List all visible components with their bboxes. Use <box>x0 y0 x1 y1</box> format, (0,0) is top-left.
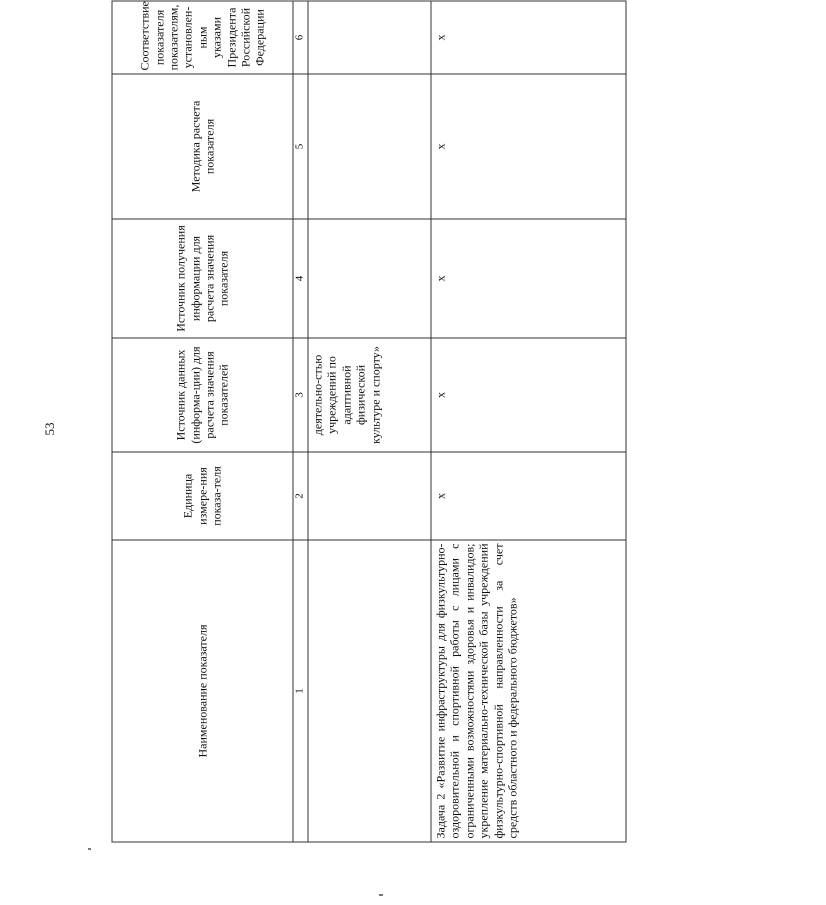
table-cell <box>308 74 431 219</box>
column-number-row <box>293 1 308 842</box>
task-info-source: x <box>431 219 626 338</box>
table-viewport <box>69 1 826 839</box>
header-method: Методика расчета показателя <box>112 74 293 219</box>
column-number: 2 <box>293 452 308 540</box>
task-name: Задача 2 «Развитие инфраструктуры для физкультурно-оздоровительной и спортивной работы с лицами с ограниченными возможностями здоровья и инвалидов; укрепление материально-технической базы учреждений физкультурно-спортивной направленности за счет средств областного и федерального бюджетов» <box>431 540 626 842</box>
header-correspondence: Соответствие показателя показателям, установлен-ным указами Президента Российской Федерации <box>112 1 293 74</box>
task-data-source: x <box>431 338 626 452</box>
table-cell <box>308 452 431 540</box>
table-header-row <box>112 1 293 842</box>
header-indicator-name: Наименование показателя <box>112 540 293 842</box>
column-number: 4 <box>293 219 308 338</box>
task-correspondence: x <box>431 1 626 74</box>
header-unit: Единица измере-ния показа-теля <box>112 452 293 540</box>
scan-speck <box>379 894 383 896</box>
continuation-row <box>308 1 431 842</box>
scan-speck <box>88 848 91 850</box>
column-number: 1 <box>293 540 308 842</box>
task-method: x <box>431 74 626 219</box>
continuation-text: деятельно-стью учреждений по адаптивной физической культуре и спорту» <box>308 338 431 452</box>
column-number: 5 <box>293 74 308 219</box>
task-row <box>431 1 626 842</box>
table-cell <box>308 1 431 74</box>
header-data-source: Источник данных (информа-ции) для расчета значения показателей <box>112 338 293 452</box>
column-number: 6 <box>293 1 308 74</box>
table-cell <box>308 219 431 338</box>
indicators-table <box>112 1 627 843</box>
column-number: 3 <box>293 338 308 452</box>
page-number: 53 <box>42 422 57 436</box>
header-info-source: Источник получения информации для расчета значения показателя <box>112 219 293 338</box>
task-unit: x <box>431 452 626 540</box>
table-cell <box>308 540 431 842</box>
